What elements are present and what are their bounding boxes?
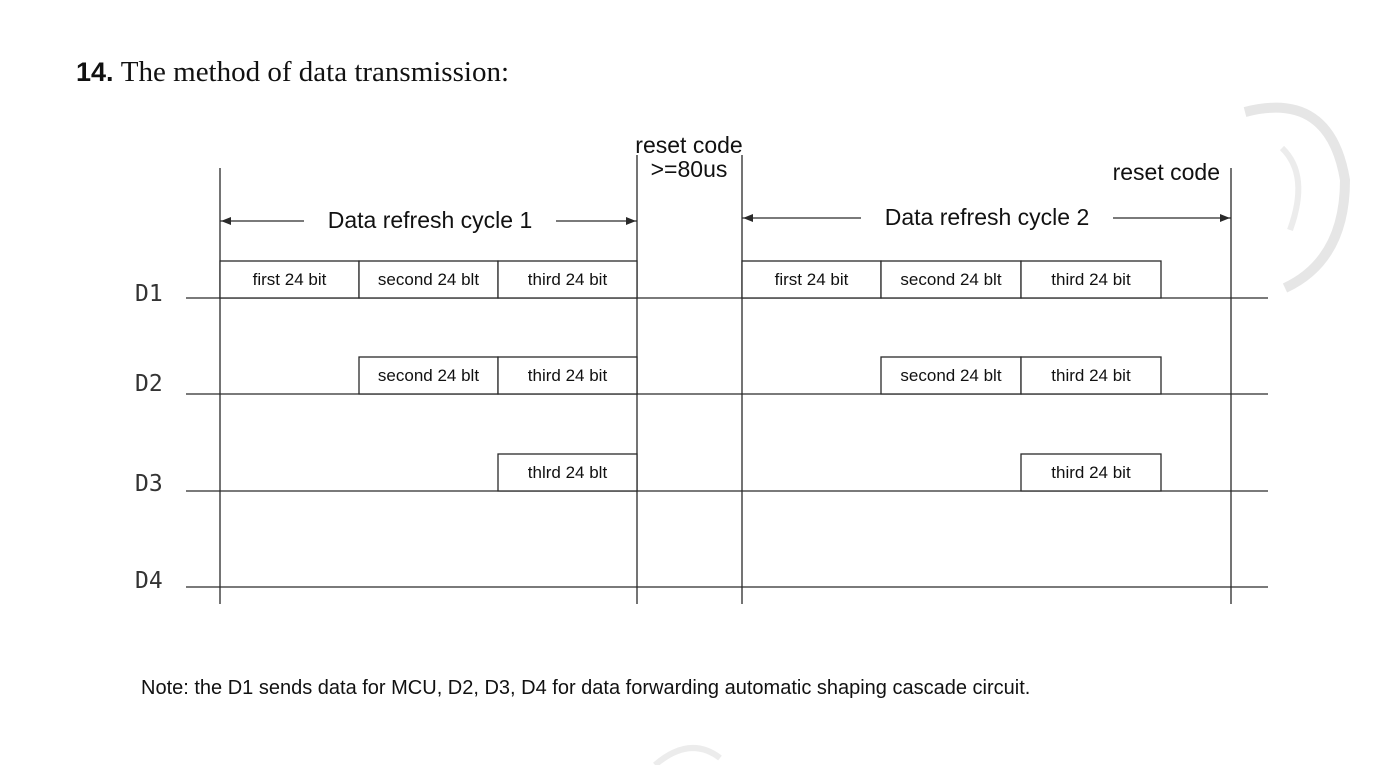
reset-code-label: reset code — [635, 132, 743, 158]
data-frame-label: second 24 blt — [900, 270, 1002, 289]
section-number: 14. — [76, 57, 114, 87]
data-frame-label: third 24 bit — [527, 270, 608, 289]
data-frame-label: third 24 bit — [1051, 270, 1131, 289]
data-frame-label: second 24 blt — [900, 366, 1002, 385]
data-frame-label: second 24 blt — [377, 270, 480, 289]
data-frame-label: first 24 bit — [252, 270, 327, 289]
signal-rows — [135, 261, 1268, 594]
data-frame-label: first 24 bit — [774, 270, 849, 289]
signal-label-d3: D3 — [135, 471, 163, 497]
data-frame-label: third 24 bit — [1051, 463, 1131, 482]
data-frame-label: thlrd 24 blt — [527, 463, 608, 482]
signal-label-d4: D4 — [135, 568, 163, 594]
data-frame-label: third 24 bit — [527, 366, 608, 385]
swirl-decoration-bottom — [655, 748, 720, 765]
cycle1-right-arrow-icon — [626, 217, 636, 225]
section-title: The method of data transmission: — [120, 56, 509, 88]
footnote: Note: the D1 sends data for MCU, D2, D3, D4 for data forwarding automatic shaping cascade circuit. — [141, 677, 1031, 699]
signal-label-d2: D2 — [135, 371, 163, 397]
reset-duration-label: >=80us — [650, 156, 728, 182]
cycle2-right-arrow-icon — [1220, 214, 1230, 222]
cycle1-left-arrow-icon — [221, 217, 231, 225]
cycle2-label: Data refresh cycle 2 — [884, 204, 1090, 230]
signal-label-d1: D1 — [135, 281, 163, 307]
cycle1-label: Data refresh cycle 1 — [327, 207, 533, 233]
cycle2-left-arrow-icon — [743, 214, 753, 222]
reset-code-right-label: reset code — [1112, 159, 1220, 185]
data-frame-label: second 24 blt — [377, 366, 480, 385]
swirl-decoration-inner — [1282, 148, 1298, 230]
data-frame-label: third 24 bit — [1051, 366, 1131, 385]
